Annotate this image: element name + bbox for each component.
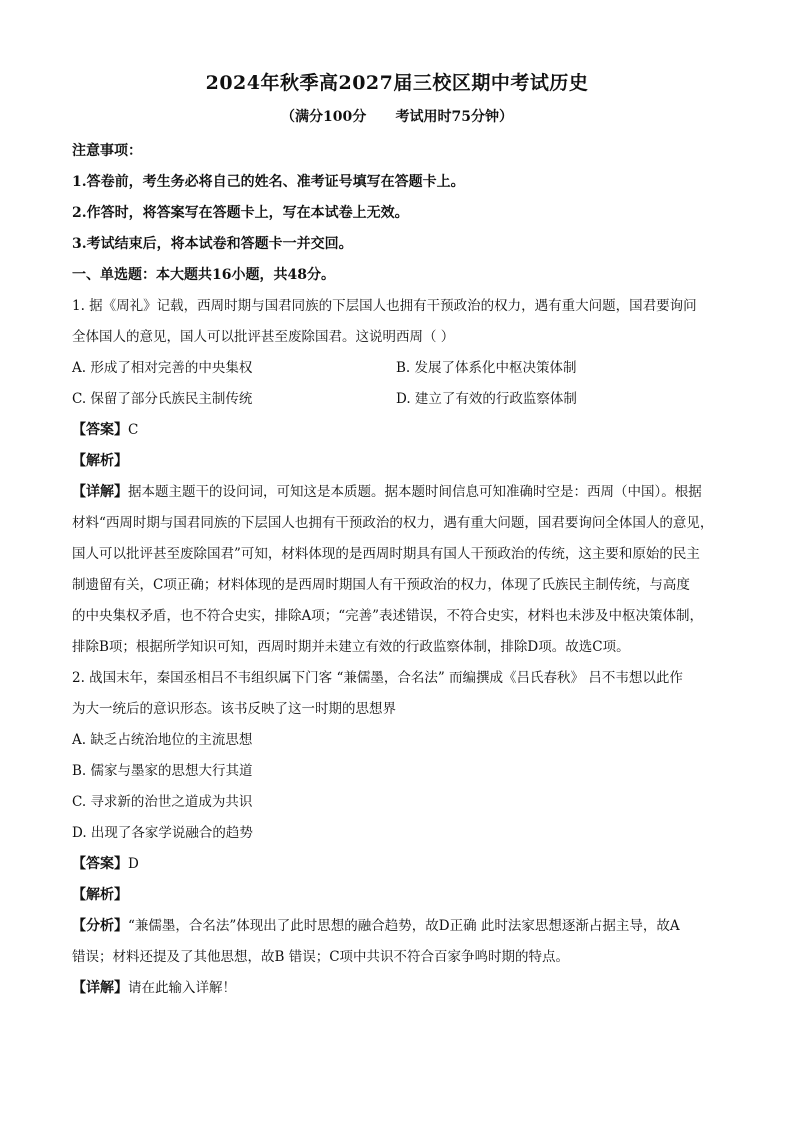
q2-stem-line: 2. 战国末年，秦国丞相吕不韦组织属下门客 “兼儒墨，合名法” 而编撰成《吕氏春秋》 吕不韦想以此作 xyxy=(72,670,683,686)
q1-analysis-label: 【解析】 xyxy=(72,453,128,469)
q2-option-c: C. 寻求新的治世之道成为共识 xyxy=(72,794,253,810)
q2-option-b: B. 儒家与墨家的思想大行其道 xyxy=(72,763,253,779)
note-item: 1.答卷前，考生务必将自己的姓名、准考证号填写在答题卡上。 xyxy=(72,174,465,190)
detail-label: 【详解】 xyxy=(72,980,128,996)
q1-detail-line: 制遗留有关，C项正确；材料体现的是西周时期国人有干预政治的权力，体现了氏族民主制传统，与高度 xyxy=(72,577,690,593)
q2-fenxi-line xyxy=(72,916,732,936)
notes-heading: 注意事项： xyxy=(72,143,142,159)
q1-detail-line: 的中央集权矛盾，也不符合史实，排除A项；“完善”表述错误，不符合史实，材料也未涉及中枢决策体制， xyxy=(72,608,704,624)
page-title: 2024年秋季高2027届三校区期中考试历史 xyxy=(205,72,589,94)
answer-value: D xyxy=(128,856,139,872)
q1-stem-line: 全体国人的意见，国人可以批评甚至废除国君。这说明西周（ ） xyxy=(72,329,455,345)
page-subtitle: （满分100分 考试用时75分钟） xyxy=(281,109,513,125)
detail-text: 请在此输入详解！ xyxy=(128,980,236,996)
fenxi-label: 【分析】 xyxy=(72,918,128,934)
q1-detail-line: 排除B项；根据所学知识可知，西周时期并未建立有效的行政监察体制，排除D项。故选C项。 xyxy=(72,639,630,655)
fenxi-text: “兼儒墨，合名法”体现出了此时思想的融合趋势，故D正确 此时法家思想逐渐占据主导，故A xyxy=(128,918,680,934)
detail-text: 据本题主题干的设问词，可知这是本质题。据本题时间信息可知准确时空是：西周（中国）。根据 xyxy=(128,484,702,500)
q2-analysis-label: 【解析】 xyxy=(72,887,128,903)
section-heading: 一、单选题：本大题共16小题，共48分。 xyxy=(72,267,335,283)
answer-value: C xyxy=(128,422,139,438)
q2-detail-line xyxy=(72,978,732,998)
q1-option-b: B. 发展了体系化中枢决策体制 xyxy=(396,360,577,376)
q1-detail-line: 材料“西周时期与国君同族的下层国人也拥有干预政治的权力，遇有重大问题，国君要询问全体国人的意见， xyxy=(72,515,714,531)
q2-answer xyxy=(72,854,732,874)
q1-option-a: A. 形成了相对完善的中央集权 xyxy=(72,360,253,376)
q1-detail-line xyxy=(72,482,732,502)
q2-option-a: A. 缺乏占统治地位的主流思想 xyxy=(72,732,253,748)
q2-option-d: D. 出现了各家学说融合的趋势 xyxy=(72,825,253,841)
q1-answer xyxy=(72,420,732,440)
detail-label: 【详解】 xyxy=(72,484,128,500)
q2-stem-line: 为大一统后的意识形态。该书反映了这一时期的思想界 xyxy=(72,701,396,717)
answer-label: 【答案】 xyxy=(72,422,128,438)
q1-option-c: C. 保留了部分氏族民主制传统 xyxy=(72,391,253,407)
q1-stem-line: 1. 据《周礼》记载，西周时期与国君同族的下层国人也拥有干预政治的权力，遇有重大问题，国君要询问 xyxy=(72,298,697,314)
q1-option-d: D. 建立了有效的行政监察体制 xyxy=(396,391,577,407)
q2-fenxi-line: 错误；材料还提及了其他思想，故B 错误；C项中共识不符合百家争鸣时期的特点。 xyxy=(72,949,570,965)
note-item: 2.作答时，将答案写在答题卡上，写在本试卷上无效。 xyxy=(72,205,409,221)
answer-label: 【答案】 xyxy=(72,856,128,872)
note-item: 3.考试结束后，将本试卷和答题卡一并交回。 xyxy=(72,236,353,252)
q1-detail-line: 国人可以批评甚至废除国君”可知，材料体现的是西周时期具有国人干预政治的传统，这主要和原始的民主 xyxy=(72,546,700,562)
